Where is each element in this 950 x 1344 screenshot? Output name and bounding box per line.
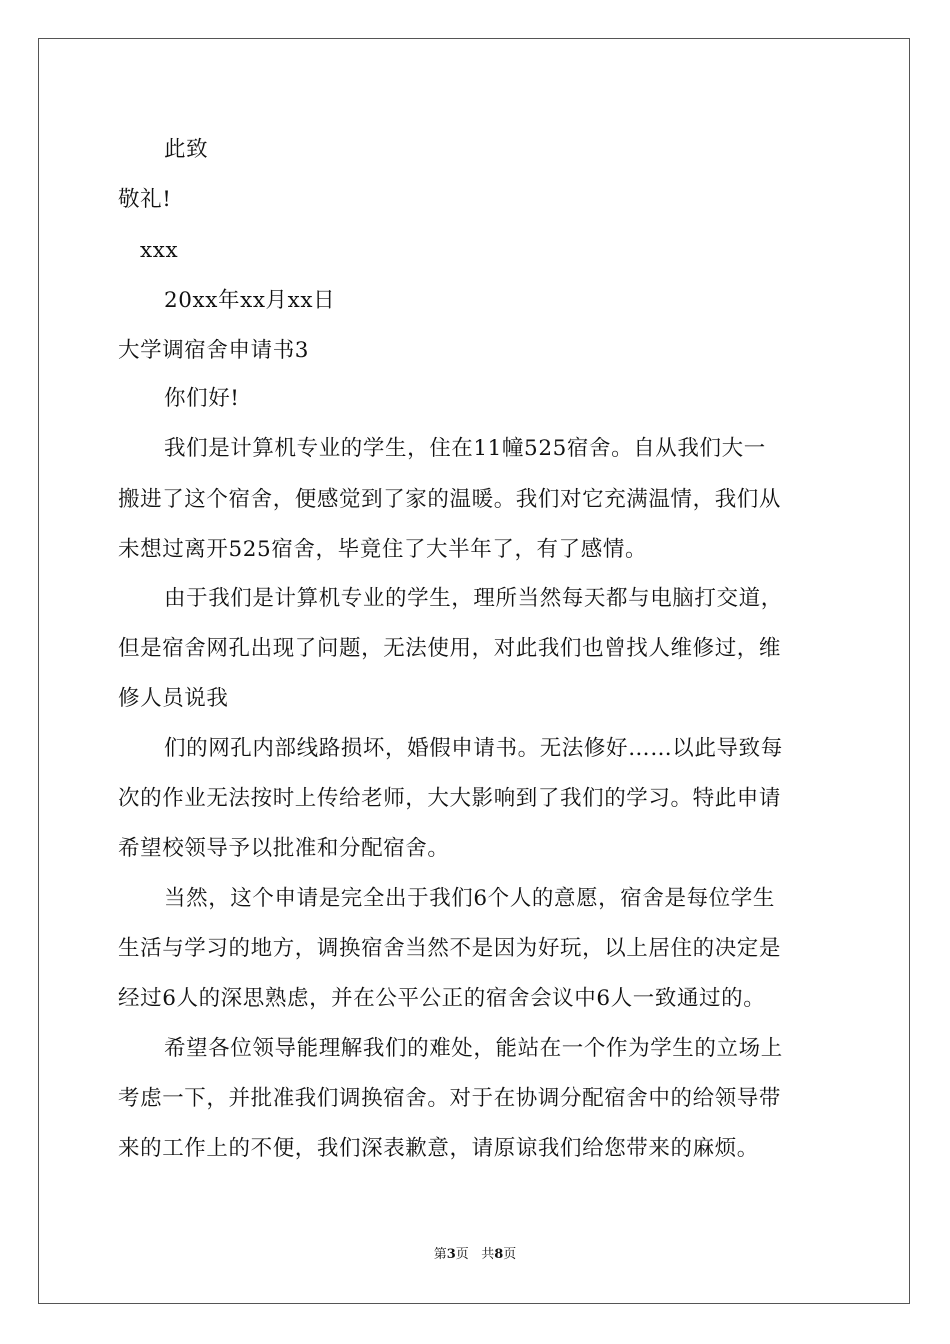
page-suffix: 页 — [455, 1247, 469, 1262]
paragraph-line: 由于我们是计算机专业的学生，理所当然每天都与电脑打交道， — [164, 586, 783, 611]
paragraph-line: 次的作业无法按时上传给老师，大大影响到了我们的学习。特此申请 — [118, 786, 782, 811]
page-border — [38, 38, 910, 1304]
page-prefix: 第 — [433, 1247, 447, 1262]
page-footer — [0, 1246, 950, 1264]
paragraph-line: 生活与学习的地方，调换宿舍当然不是因为好玩，以上居住的决定是 — [118, 936, 782, 961]
paragraph-line: 未想过离开525宿舍，毕竟住了大半年了，有了感情。 — [118, 537, 648, 562]
closing-regards: 敬礼! — [118, 187, 172, 212]
paragraph-line: 希望校领导予以批准和分配宿舍。 — [118, 836, 450, 861]
paragraph-line: 考虑一下，并批准我们调换宿舍。对于在协调分配宿舍中的给领导带 — [118, 1086, 782, 1111]
page-number: 3 — [446, 1247, 456, 1262]
section-title: 大学调宿舍申请书3 — [118, 338, 310, 363]
total-pages: 8 — [494, 1247, 504, 1262]
signature-date: 20xx年xx月xx日 — [164, 288, 336, 313]
signature-name: xxx — [140, 238, 179, 263]
paragraph-line: 但是宿舍网孔出现了问题，无法使用，对此我们也曾找人维修过，维 — [118, 636, 782, 661]
paragraph-line: 修人员说我 — [118, 686, 229, 711]
greeting: 你们好! — [164, 386, 240, 411]
total-suffix: 页 — [503, 1247, 517, 1262]
paragraph-line: 希望各位领导能理解我们的难处，能站在一个作为学生的立场上 — [164, 1036, 783, 1061]
total-prefix: 共 — [481, 1247, 495, 1262]
paragraph-line: 当然，这个申请是完全出于我们6个人的意愿，宿舍是每位学生 — [164, 886, 775, 911]
paragraph-line: 来的工作上的不便，我们深表歉意，请原谅我们给您带来的麻烦。 — [118, 1136, 759, 1161]
paragraph-line: 们的网孔内部线路损坏，婚假申请书。无法修好……以此导致每 — [164, 736, 783, 761]
closing-salutation: 此致 — [164, 137, 209, 162]
paragraph-line: 经过6人的深思熟虑，并在公平公正的宿舍会议中6人一致通过的。 — [118, 986, 766, 1011]
paragraph-line: 我们是计算机专业的学生，住在11幢525宿舍。自从我们大一 — [164, 436, 766, 461]
paragraph-line: 搬进了这个宿舍，便感觉到了家的温暖。我们对它充满温情，我们从 — [118, 487, 782, 512]
